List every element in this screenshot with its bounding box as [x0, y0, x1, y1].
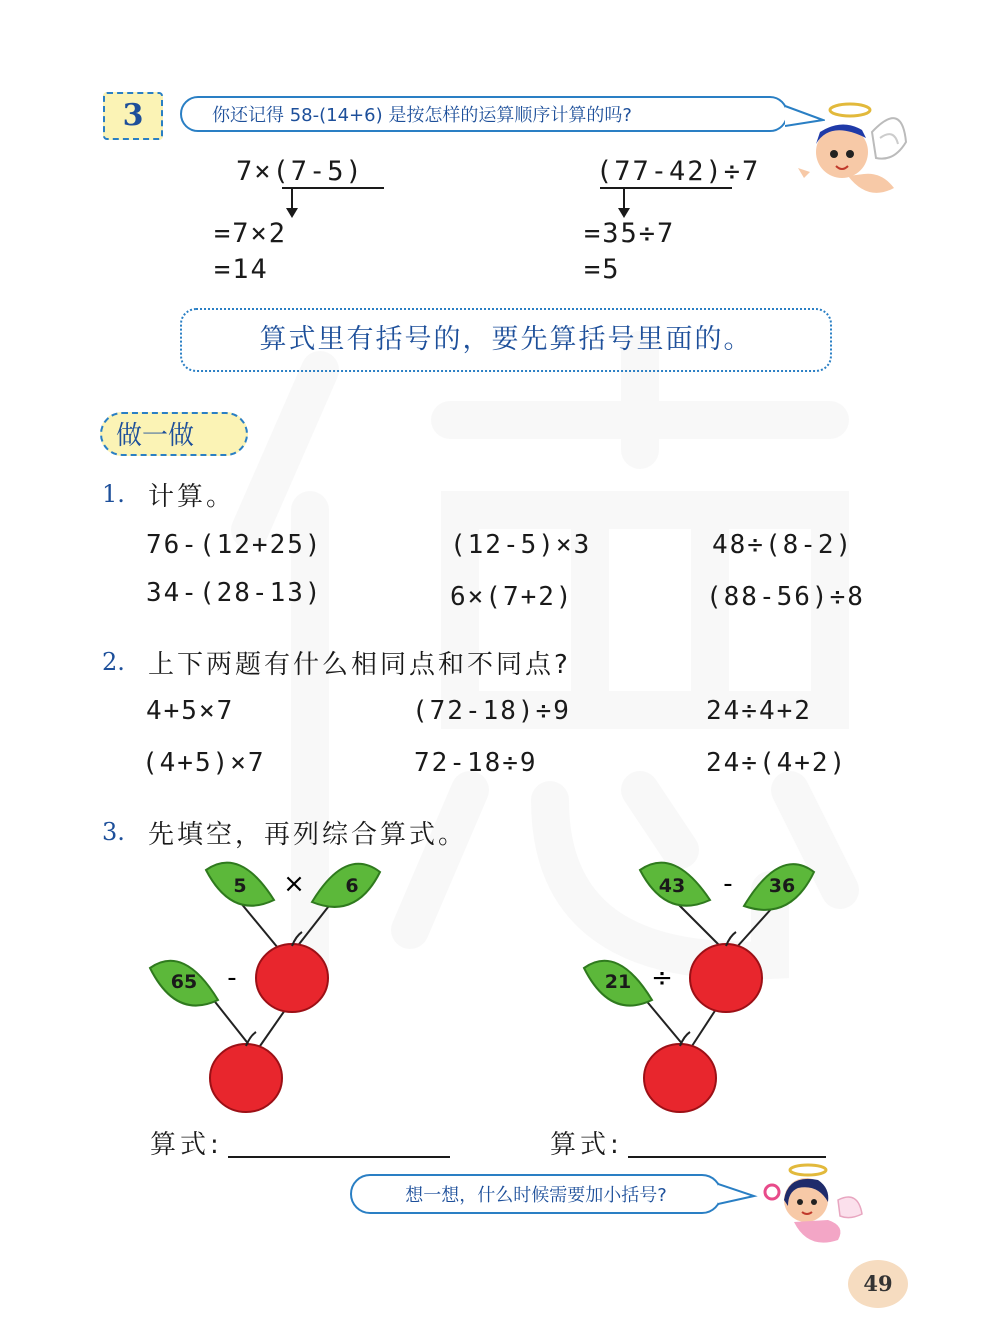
- q2-expr: 24÷4+2: [706, 696, 812, 726]
- rule-box: 算式里有括号的，要先算括号里面的。: [180, 308, 832, 372]
- apple-icon: [256, 944, 328, 1012]
- q1-expr: (12-5)×3: [450, 530, 592, 560]
- page-number: 49: [848, 1260, 908, 1308]
- q2-title: 上下两题有什么相同点和不同点?: [148, 650, 571, 680]
- example-left-expression: 7×(7-5): [236, 156, 364, 187]
- section-title-badge: 做一做: [100, 412, 248, 456]
- q2-expr: 4+5×7: [146, 696, 235, 726]
- example-left-result: =14: [214, 254, 269, 285]
- q1-title: 计算。: [148, 482, 236, 512]
- example-right-expression: (77-42)÷7: [596, 156, 761, 187]
- q3-title: 先填空，再列综合算式。: [148, 820, 468, 850]
- q1-expr: 76-(12+25): [146, 530, 323, 560]
- operator-symbol: -: [723, 869, 733, 899]
- q2-expr: 72-18÷9: [414, 748, 538, 778]
- example-left-bracket-arrow: [280, 186, 390, 222]
- example-right-step1: =35÷7: [584, 218, 676, 249]
- apple-icon: [644, 1044, 716, 1112]
- example-left-step1: =7×2: [214, 218, 288, 249]
- apple-icon: [690, 944, 762, 1012]
- leaf-value: 21: [604, 971, 632, 993]
- q1-number: 1.: [102, 480, 125, 508]
- speech-bubble-question: 你还记得 58-(14+6) 是按怎样的运算顺序计算的吗?: [180, 96, 788, 132]
- q3-number: 3.: [102, 818, 125, 846]
- q1-expr: 6×(7+2): [450, 582, 574, 612]
- angel-character-icon: [790, 92, 910, 204]
- example-right-bracket-arrow: [598, 186, 738, 222]
- angel-girl-icon: [758, 1160, 868, 1250]
- q1-expr: (88-56)÷8: [706, 582, 865, 612]
- leaf-value: 65: [170, 971, 198, 993]
- apple-tree-right: [576, 850, 836, 1120]
- speech-bubble-hint: 想一想，什么时候需要加小括号?: [350, 1174, 722, 1214]
- q2-expr: (4+5)×7: [142, 748, 266, 778]
- speech-bubble-tail: [718, 1180, 758, 1210]
- apple-icon: [210, 1044, 282, 1112]
- leaf-value: 5: [233, 875, 247, 897]
- example-number-badge: 3: [103, 92, 163, 140]
- apple-tree-left: [140, 850, 400, 1120]
- formula-label-left: 算式:: [150, 1130, 223, 1160]
- leaf-value: 36: [768, 875, 796, 897]
- operator-symbol: ÷: [651, 963, 673, 993]
- example-right-result: =5: [584, 254, 621, 285]
- operator-symbol: -: [227, 963, 237, 993]
- operator-symbol: ×: [283, 869, 305, 899]
- leaf-value: 6: [345, 875, 359, 897]
- leaf-value: 43: [658, 875, 686, 897]
- q2-expr: (72-18)÷9: [412, 696, 571, 726]
- q2-expr: 24÷(4+2): [706, 748, 848, 778]
- answer-line-right[interactable]: [628, 1154, 826, 1158]
- q1-expr: 48÷(8-2): [712, 530, 854, 560]
- answer-line-left[interactable]: [228, 1154, 450, 1158]
- q2-number: 2.: [102, 648, 125, 676]
- formula-label-right: 算式:: [550, 1130, 623, 1160]
- q1-expr: 34-(28-13): [146, 578, 323, 608]
